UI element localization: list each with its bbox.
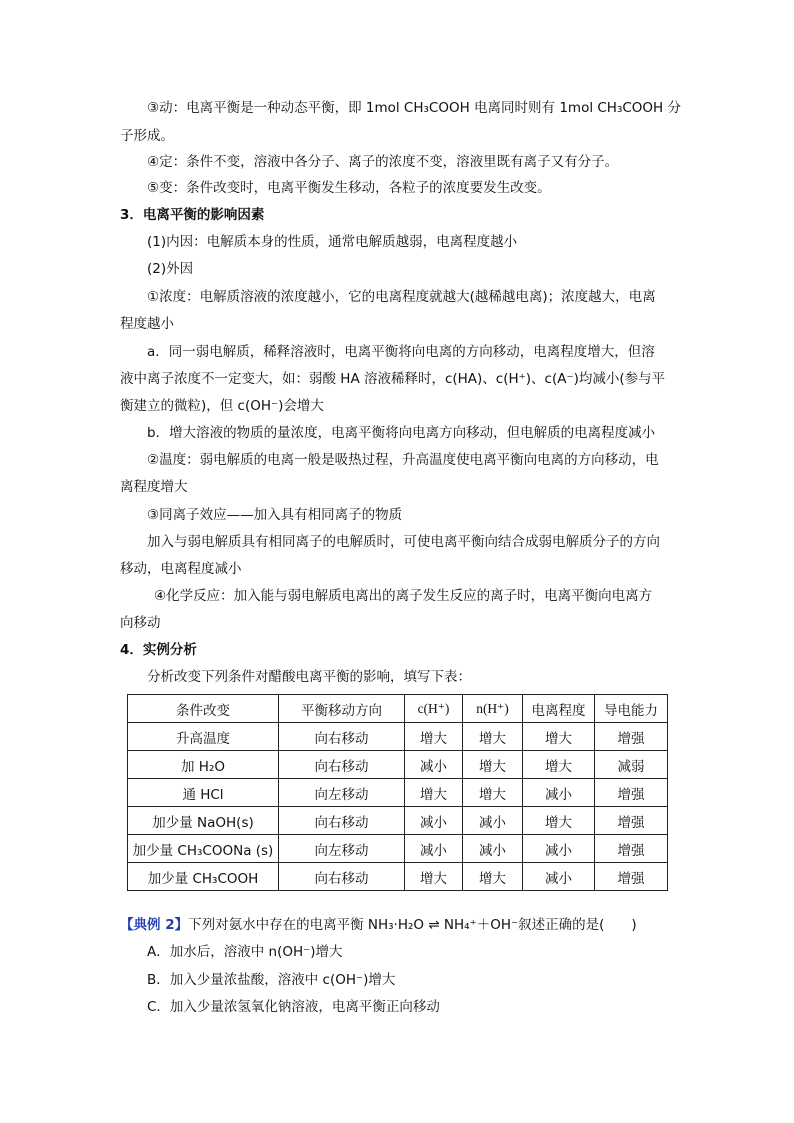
paragraph-dynamic-cont: 子形成。 [120, 128, 174, 144]
common-ion-line1: 加入与弱电解质具有相同离子的电解质时，可使电离平衡向结合成弱电解质分子的方向 [147, 534, 660, 550]
section-heading-4: 4．实例分析 [120, 642, 197, 658]
table-cell: 减小 [405, 807, 463, 835]
table-row [128, 863, 668, 891]
table-cell: 加少量 CH₃COOH [128, 863, 279, 891]
table-cell: 增强 [595, 835, 668, 863]
paragraph-dynamic: ③动：电离平衡是一种动态平衡，即 1mol CH₃COOH 电离同时则有 1mol CH₃COOH 分 [147, 100, 681, 116]
table-row [128, 751, 668, 779]
temperature-line1: ②温度：弱电解质的电离一般是吸热过程，升高温度使电离平衡向电离的方向移动，电 [147, 452, 659, 468]
table-cell: 增大 [463, 723, 523, 751]
table-cell: 减小 [523, 835, 595, 863]
table-cell: 减小 [523, 779, 595, 807]
example-question-line [120, 915, 637, 935]
table-cell: 加少量 CH₃COONa (s) [128, 835, 279, 863]
temperature-line2: 离程度增大 [120, 479, 188, 495]
table-cell: 减小 [463, 807, 523, 835]
concentration-line2: 程度越小 [120, 316, 174, 332]
point-a-line2: 液中离子浓度不一定变大，如：弱酸 HA 溶液稀释时，c(HA)、c(H⁺)、c(A⁻)均减小(参与平 [120, 371, 666, 387]
point-b: b．增大溶液的物质的量浓度，电离平衡将向电离方向移动，但电解质的电离程度减小 [147, 425, 656, 441]
paragraph-change: ⑤变：条件改变时，电离平衡发生移动，各粒子的浓度要发生改变。 [147, 180, 551, 196]
table-cell: 通 HCl [128, 779, 279, 807]
table-cell: 增大 [523, 807, 595, 835]
table-cell: 减小 [523, 863, 595, 891]
option-a: A．加水后，溶液中 n(OH⁻)增大 [147, 944, 343, 960]
table-row [128, 835, 668, 863]
table-header-cell: c(H⁺) [405, 695, 463, 723]
table-cell: 减弱 [595, 751, 668, 779]
table-header-row [128, 695, 668, 723]
table-cell: 增大 [463, 863, 523, 891]
option-b: B．加入少量浓盐酸，溶液中 c(OH⁻)增大 [147, 972, 396, 988]
table-cell: 增强 [595, 723, 668, 751]
reaction-line2: 向移动 [120, 615, 161, 631]
table-cell: 增大 [405, 779, 463, 807]
table-cell: 增大 [405, 723, 463, 751]
table-cell: 减小 [405, 751, 463, 779]
section-heading-3: 3．电离平衡的影响因素 [120, 207, 265, 223]
table-cell: 向右移动 [279, 807, 405, 835]
common-ion-heading: ③同离子效应——加入具有相同离子的物质 [147, 507, 403, 523]
paragraph-constant: ④定：条件不变，溶液中各分子、离子的浓度不变，溶液里既有离子又有分子。 [147, 154, 619, 170]
table-header-cell: 平衡移动方向 [279, 695, 405, 723]
point-a-line1: a．同一弱电解质，稀释溶液时，电离平衡将向电离的方向移动，电离程度增大，但溶 [147, 344, 655, 360]
table-cell: 加少量 NaOH(s) [128, 807, 279, 835]
example-tag: 【典例 2】 [120, 917, 189, 933]
table-cell: 增大 [523, 723, 595, 751]
table-cell: 减小 [463, 835, 523, 863]
table-header-cell: 条件改变 [128, 695, 279, 723]
point-a-line3: 衡建立的微粒)，但 c(OH⁻)会增大 [120, 398, 324, 414]
table-cell: 减小 [405, 835, 463, 863]
option-c: C．加入少量浓氢氧化钠溶液，电离平衡正向移动 [147, 999, 440, 1015]
example-question: 下列对氨水中存在的电离平衡 NH₃·H₂O ⇌ NH₄⁺＋OH⁻叙述正确的是( ) [188, 917, 637, 933]
table-cell: 增强 [595, 863, 668, 891]
ionization-table [127, 694, 668, 891]
table-cell: 增强 [595, 807, 668, 835]
table-cell: 增大 [405, 863, 463, 891]
table-cell: 升高温度 [128, 723, 279, 751]
table-row [128, 723, 668, 751]
reaction-line1: ④化学反应：加入能与弱电解质电离出的离子发生反应的离子时，电离平衡向电离方 [154, 588, 653, 604]
table-cell: 向右移动 [279, 723, 405, 751]
concentration-line1: ①浓度：电解质溶液的浓度越小，它的电离程度就越大(越稀越电离)；浓度越大，电离 [147, 289, 656, 305]
table-cell: 向左移动 [279, 779, 405, 807]
table-cell: 加 H₂O [128, 751, 279, 779]
table-header-cell: 电离程度 [523, 695, 595, 723]
table-cell: 向右移动 [279, 751, 405, 779]
table-cell: 增大 [463, 779, 523, 807]
external-factor-label: (2)外因 [147, 261, 194, 277]
table-row [128, 807, 668, 835]
table-cell: 向右移动 [279, 863, 405, 891]
table-header-cell: n(H⁺) [463, 695, 523, 723]
table-intro: 分析改变下列条件对醋酸电离平衡的影响，填写下表： [147, 669, 471, 685]
internal-factor: (1)内因：电解质本身的性质，通常电解质越弱，电离程度越小 [147, 234, 518, 250]
table-row [128, 779, 668, 807]
table-cell: 增大 [523, 751, 595, 779]
common-ion-line2: 移动，电离程度减小 [120, 561, 242, 577]
table-cell: 增强 [595, 779, 668, 807]
table-header-cell: 导电能力 [595, 695, 668, 723]
table-cell: 向左移动 [279, 835, 405, 863]
table-cell: 增大 [463, 751, 523, 779]
